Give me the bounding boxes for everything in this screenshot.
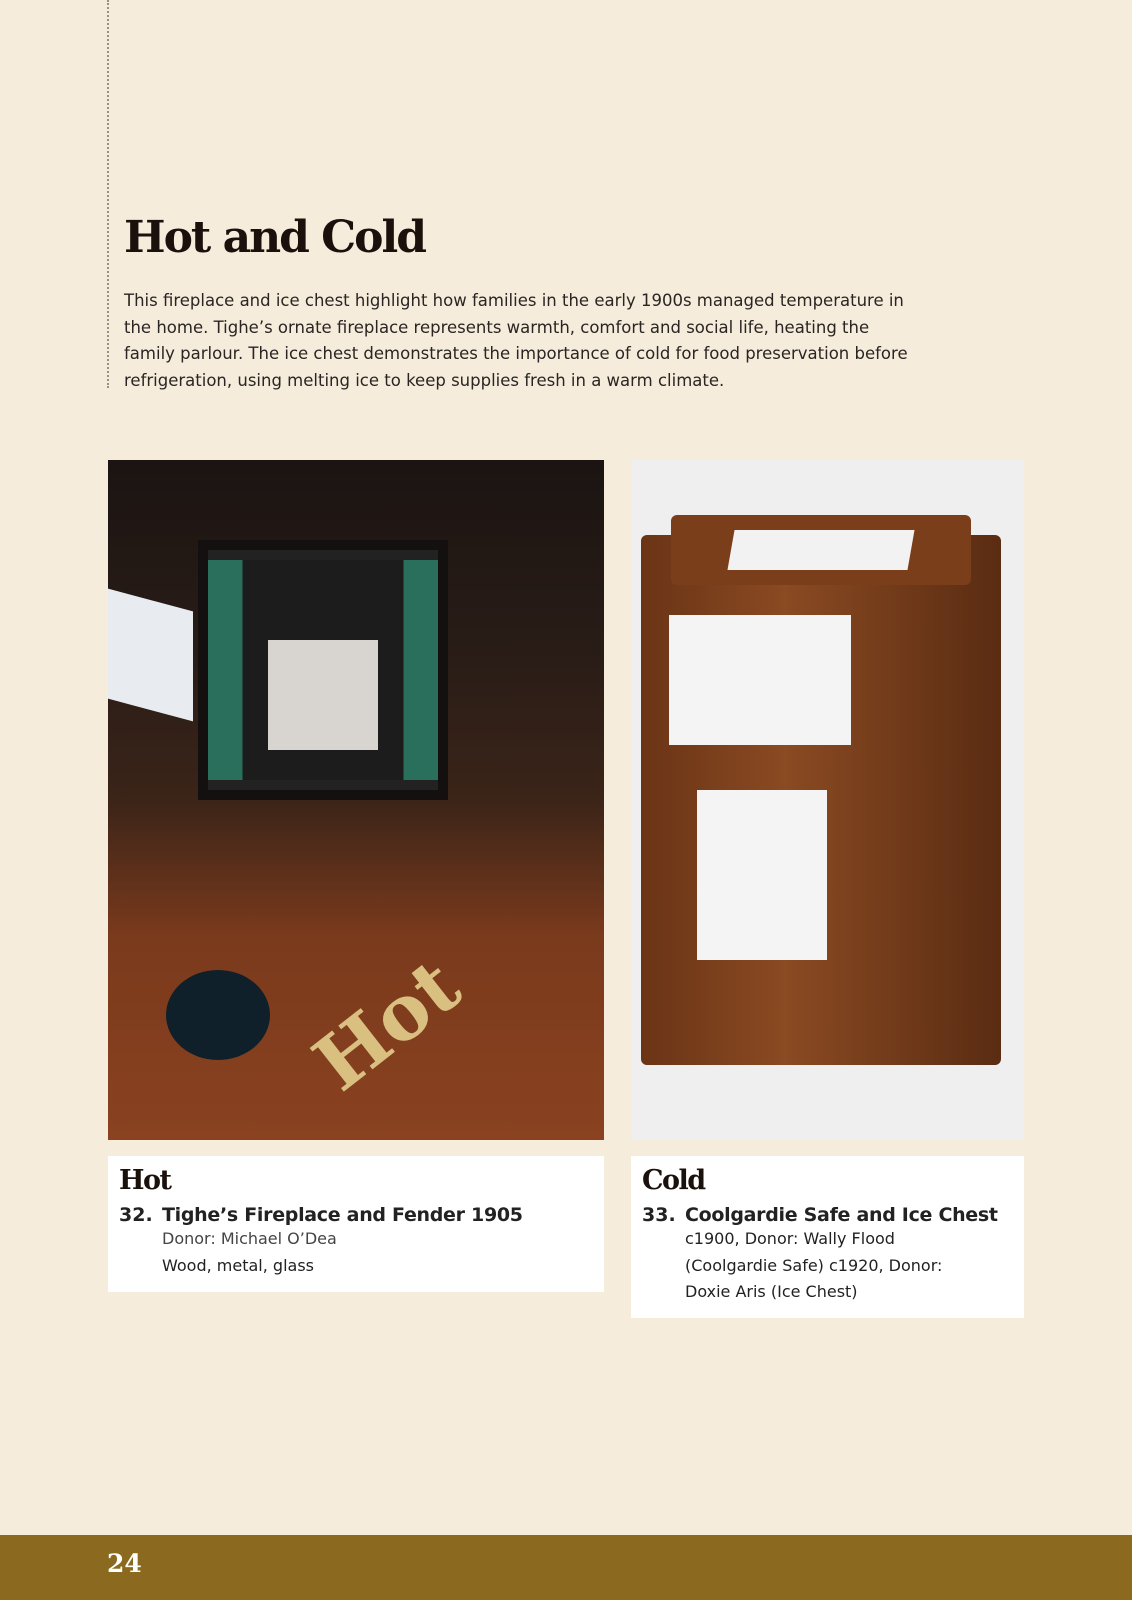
page-number: 24 [107, 1549, 142, 1578]
item-detail: c1900, Donor: Wally Flood [685, 1229, 895, 1248]
item-detail: Doxie Aris (Ice Chest) [685, 1282, 858, 1301]
item-materials: Wood, metal, glass [162, 1255, 314, 1275]
caption-hot [108, 1156, 604, 1292]
fireplace-grate [268, 640, 378, 750]
photo-overlay-hot: Hot [297, 940, 477, 1109]
lid-panel [727, 530, 914, 570]
item-detail: (Coolgardie Safe) c1920, Donor: [685, 1255, 943, 1275]
fireplace-photo [108, 460, 604, 1140]
item-title: Coolgardie Safe and Ice Chest [685, 1204, 998, 1226]
item-donor: Donor: Michael O’Dea [162, 1229, 337, 1248]
sign-stand-base [166, 970, 270, 1060]
item-title: Tighe’s Fireplace and Fender 1905 [162, 1204, 523, 1226]
page-title: Hot and Cold [124, 212, 425, 263]
intro-paragraph: This fireplace and ice chest highlight how families in the early 1900s managed temperature in the home. Tighe’s ornate fireplace represents warmth, comfort and social life, heating the family parlour. The ice chest demonstrates the importance of cold for food preservation before refrigeration, using melting ice to keep supplies fresh in a warm climate. [124, 291, 908, 390]
info-sign [108, 589, 193, 722]
upper-panel [669, 615, 851, 745]
caption-heading: Hot [119, 1165, 171, 1196]
caption-heading: Cold [642, 1165, 705, 1196]
footer-bar [0, 1535, 1132, 1600]
item-number: 33. [642, 1204, 676, 1226]
ice-chest-photo [631, 460, 1024, 1140]
caption-cold [631, 1156, 1024, 1318]
item-number: 32. [119, 1204, 153, 1226]
door-panel [697, 790, 827, 960]
margin-dotted-rule [107, 0, 109, 388]
